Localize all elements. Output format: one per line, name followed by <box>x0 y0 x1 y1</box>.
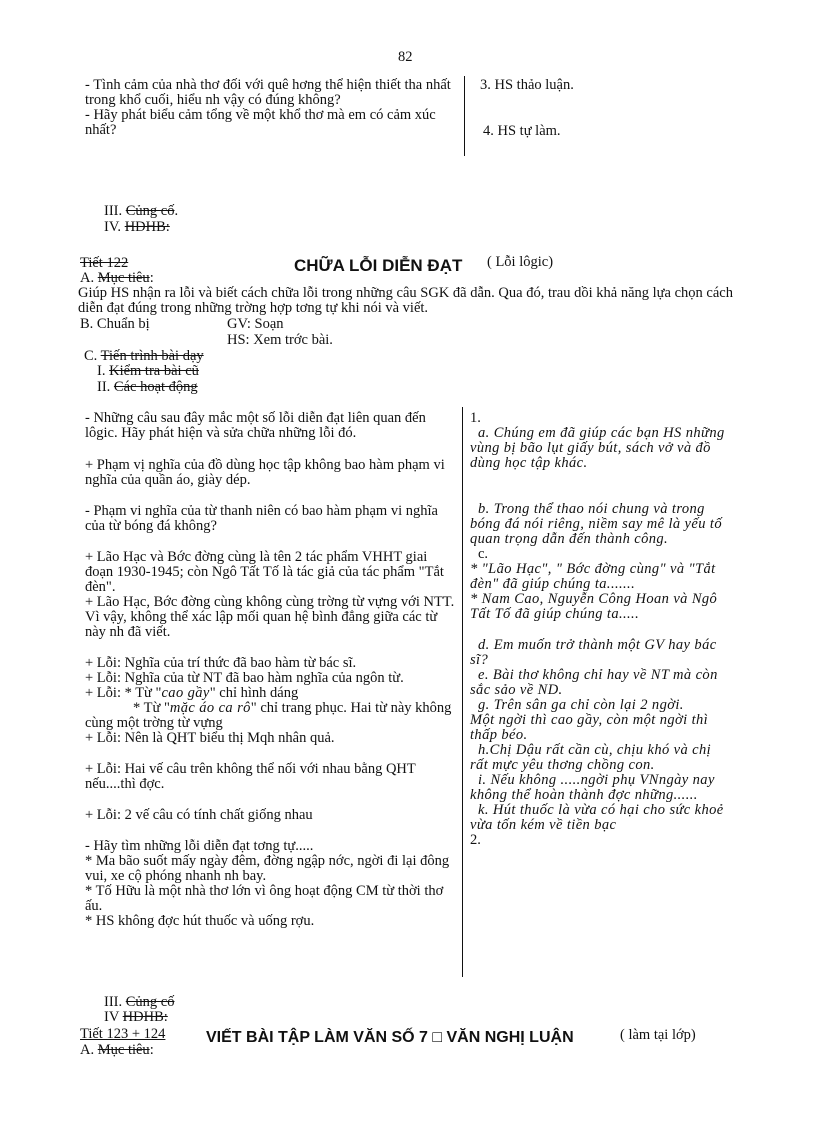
error-text: * Từ "mặc áo ca rô" chỉ trang phục. Hai từ này không cùng một trờng từ vựng <box>85 700 452 731</box>
table-left-column <box>85 411 455 929</box>
answer-text: Một ngời thì cao gầy, còn một ngời thì thấp béo. <box>470 712 709 743</box>
objective-heading: A. Mục tiêu: <box>80 1042 154 1058</box>
top-table-left <box>85 78 460 138</box>
answer-text: * Nam Cao, Nguyễn Công Hoan và Ngô Tất Tố đã giúp chúng ta..... <box>470 591 718 622</box>
section-item: IV. HDHB: <box>104 219 170 235</box>
explanation-text: + Lão Hạc, Bớc đờng cùng không cùng trờng từ vựng với NTT. Vì vậy, không thể xác lập mối quan hệ bình đẳng giữa các từ này nh đã viết. <box>85 594 455 640</box>
question-text: - Hãy phát biểu cảm tổng về một khổ thơ mà em có cảm xúc nhất? <box>85 107 436 138</box>
answer-text: 4. HS tự làm. <box>483 123 561 139</box>
example-text: * Ma bão suốt mấy ngày đêm, đờng ngập nớc, ngời đi lại đông vui, xe cộ phóng nhanh nh bay. <box>85 853 450 884</box>
instruction-text: - Những câu sau đây mắc một số lỗi diễn đạt liên quan đến lôgic. Hãy phát hiện và sửa chữa những lỗi đó. <box>85 410 426 441</box>
error-text: + Lỗi: Nên là QHT biểu thị Mqh nhân quả. <box>85 730 335 746</box>
answer-text: k. Hút thuốc là vừa có hại cho sức khoẻ vừa tốn kém về tiền bạc <box>470 802 724 833</box>
question-text: - Tình cảm của nhà thơ đối với quê hơng thể hiện thiết tha nhất trong khổ cuối, hiểu nh vậy có đúng không? <box>85 77 451 108</box>
answer-text: h.Chị Dậu rất cần cù, chịu khó và chị rất mực yêu thơng chồng con. <box>470 742 712 773</box>
review-heading: I. Kiểm tra bài cũ <box>97 363 199 379</box>
error-text: + Lỗi: * Từ "cao gầy" chỉ hình dáng <box>85 685 299 701</box>
answer-text: a. Chúng em đã giúp các bạn HS những vùng bị bão lụt giấy bút, sách vở và đồ dùng học tập khác. <box>470 425 725 471</box>
answer-text: c. <box>478 546 489 562</box>
answer-text: b. Trong thể thao nói chung và trong bóng đá nói riêng, niềm say mê là yếu tố quan trọng dẫn đến thành công. <box>470 501 722 547</box>
preparation-label: B. Chuẩn bị <box>80 316 150 332</box>
section-heading: Củng cố <box>125 203 175 219</box>
section-heading: HDHB: <box>122 1009 168 1025</box>
answer-text: g. Trên sân ga chỉ còn lại 2 ngời. <box>478 697 684 713</box>
student-prep: HS: Xem trớc bài. <box>227 332 333 348</box>
section-item: III. Củng cố. <box>104 203 179 219</box>
activities-heading: II. Các hoạt động <box>97 379 198 395</box>
section-heading: HDHB: <box>124 219 170 235</box>
answer-text: e. Bài thơ không chỉ hay về NT mà còn sắc sảo về ND. <box>470 667 718 698</box>
question-text: - Phạm vi nghĩa của từ thanh niên có bao hàm phạm vi nghĩa của từ bóng đá không? <box>85 503 438 534</box>
procedure-heading: C. Tiến trình bài dạy <box>84 348 204 364</box>
answer-text: * "Lão Hạc", " Bớc đờng cùng" và "Tắt đèn" đã giúp chúng ta....... <box>470 561 716 592</box>
section-heading: Củng cố <box>125 994 175 1010</box>
error-text: + Lỗi: Nghĩa của từ NT đã bao hàm nghĩa của ngôn từ. <box>85 670 404 686</box>
page-number: 82 <box>398 49 413 65</box>
objective-text: Giúp HS nhận ra lỗi và biết cách chữa lỗi trong những câu SGK đã dẫn. Qua đó, trau dồi khả năng lựa chọn cách diễn đạt đúng trong những trờng hợp tơng tự khi nói và viết. <box>78 285 733 316</box>
table-right-column <box>470 411 732 848</box>
lesson-subtitle: ( làm tại lớp) <box>620 1027 696 1043</box>
example-text: * Tố Hữu là một nhà thơ lớn vì ông hoạt động CM từ thời thơ ấu. <box>85 883 444 914</box>
lesson-number: Tiết 123 + 124 <box>80 1026 166 1042</box>
objective-heading: A. Mục tiêu: <box>80 270 154 286</box>
example-text: * HS không đợc hút thuốc và uống rợu. <box>85 913 315 929</box>
error-text: + Lỗi: 2 vế câu có tính chất giống nhau <box>85 807 313 823</box>
section-item: IV HDHB: <box>104 1009 168 1025</box>
lesson-title: VIẾT BÀI TẬP LÀM VĂN SỐ 7 □ VĂN NGHỊ LUẬN <box>206 1029 574 1046</box>
error-text: + Lỗi: Hai vế câu trên không thể nối với nhau bằng QHT nếu....thì đợc. <box>85 761 416 792</box>
teacher-prep: GV: Soạn <box>227 316 284 332</box>
section-item: III. Củng cố <box>104 994 175 1010</box>
instruction-text: - Hãy tìm những lỗi diễn đạt tơng tự..... <box>85 838 314 854</box>
answer-text: d. Em muốn trở thành một GV hay bác sĩ? <box>470 637 717 668</box>
answer-text: 2. <box>470 832 481 848</box>
column-divider <box>462 407 463 977</box>
answer-text: 3. HS thảo luận. <box>480 77 574 93</box>
lesson-number: Tiết 122 <box>80 255 129 271</box>
column-divider <box>464 76 465 156</box>
lesson-subtitle: ( Lỗi lôgic) <box>487 254 554 270</box>
answer-text: 1. <box>470 410 481 426</box>
answer-text: i. Nếu không .....ngời phụ VNngày nay không thể hoàn thành đợc những...... <box>470 772 715 803</box>
explanation-text: + Phạm vị nghĩa của đồ dùng học tập không bao hàm phạm vi nghĩa của quần áo, giày dép. <box>85 457 445 488</box>
explanation-text: + Lão Hạc và Bớc đờng cùng là tên 2 tác phẩm VHHT giai đoạn 1930-1945; còn Ngô Tất Tố là tác giả của tác phẩm "Tắt đèn". <box>85 549 444 595</box>
error-text: + Lỗi: Nghĩa của trí thức đã bao hàm từ bác sĩ. <box>85 655 357 671</box>
lesson-title: CHỮA LỖI DIỄN ĐẠT <box>294 256 463 275</box>
